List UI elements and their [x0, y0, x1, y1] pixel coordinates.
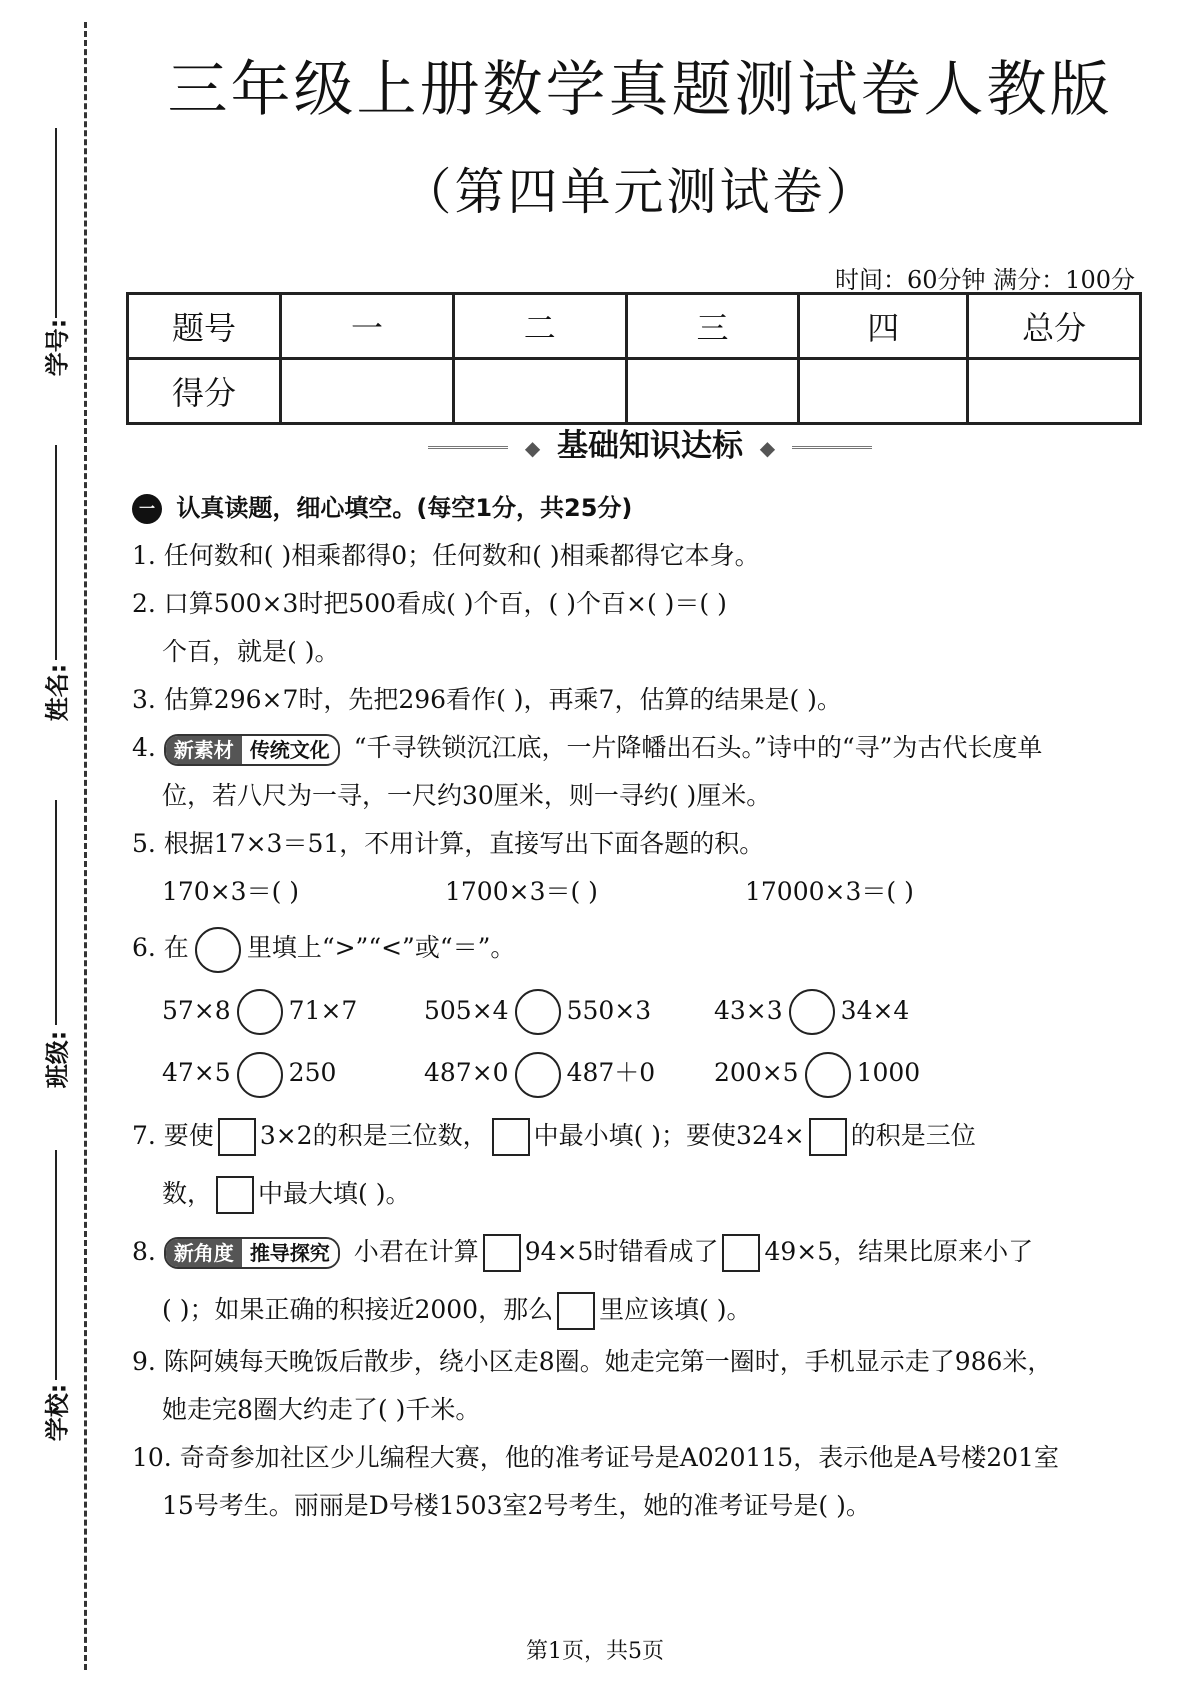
- score-cell[interactable]: [453, 359, 626, 424]
- question-6-row1: [132, 987, 1142, 1036]
- question-6: [132, 924, 1142, 973]
- banner-rule-right: [792, 446, 872, 449]
- banner-ornament-icon: ◆: [759, 435, 776, 460]
- comparison-right: 250: [288, 1058, 337, 1087]
- question-8-line2: [132, 1286, 1142, 1334]
- comparison-right: 487＋0: [566, 1058, 656, 1087]
- q7-text: 3×2的积是三位数，: [259, 1120, 488, 1150]
- score-header-cell: 四: [799, 294, 968, 359]
- score-table-header-row: [128, 294, 1141, 359]
- tag-badge-light: 推导探究: [242, 1239, 338, 1267]
- score-row-label: 得分: [128, 359, 281, 424]
- tag-badge: [164, 734, 340, 766]
- comparison-right: 550×3: [566, 995, 652, 1025]
- q5-item: 1700×3＝( ): [445, 877, 598, 906]
- banner-ornament-icon: ◆: [524, 435, 541, 460]
- comparison-circle: [195, 927, 241, 973]
- q7-text: 中最大填( )。: [258, 1178, 411, 1208]
- digit-box: [722, 1234, 760, 1272]
- comparison-right: 34×4: [840, 995, 910, 1025]
- comparison-left: 57×8: [162, 995, 231, 1025]
- question-8-line1: [132, 1228, 1142, 1276]
- comparison-circle[interactable]: [237, 1052, 283, 1098]
- tag-badge: [164, 1237, 340, 1269]
- q8-text: 49×5，结果比原来小了: [764, 1236, 1034, 1266]
- page-subtitle: （第四单元测试卷）: [401, 163, 879, 221]
- digit-box[interactable]: [557, 1292, 595, 1330]
- comparison-item: [714, 1049, 920, 1098]
- question-6-pre: 6. 在: [132, 933, 189, 962]
- name-label: 姓名:: [43, 663, 72, 722]
- q8-text: ( )；如果正确的积接近2000，那么: [162, 1294, 554, 1324]
- score-header-cell: 题号: [128, 294, 281, 359]
- question-10-line1: 10. 奇奇参加社区少儿编程大赛，他的准考证号是A020115，表示他是A号楼201室: [132, 1442, 1059, 1472]
- q8-text: 里应该填( )。: [599, 1294, 752, 1324]
- comparison-item: [162, 987, 424, 1036]
- comparison-item: [424, 987, 714, 1036]
- class-label: 班级:: [43, 1030, 72, 1089]
- comparison-item: [714, 987, 909, 1036]
- score-header-cell: 一: [281, 294, 454, 359]
- q8-text: 94×5时错看成了: [524, 1236, 719, 1266]
- tag-badge-dark: 新素材: [166, 736, 242, 764]
- question-4-text: “千寻铁锁沉江底，一片降幡出石头。”诗中的“寻”为古代长度单: [353, 733, 1043, 762]
- score-header-cell: 二: [453, 294, 626, 359]
- question-2-line1: 2. 口算500×3时把500看成( )个百，( )个百×( )＝( ): [132, 589, 727, 618]
- name-line: [55, 445, 57, 660]
- time-info: 时间：60分钟 满分：100分: [835, 266, 1135, 294]
- score-header-cell: 总分: [968, 294, 1141, 359]
- digit-box: [216, 1176, 254, 1214]
- question-number: 4.: [132, 733, 156, 762]
- question-1: 1. 任何数和( )相乘都得0；任何数和( )相乘都得它本身。: [132, 541, 760, 570]
- section-banner-text: 基础知识达标: [557, 428, 743, 464]
- question-4-line2: 位，若八尺为一寻，一尺约30厘米，则一寻约( )厘米。: [162, 781, 772, 810]
- question-number: 8.: [132, 1236, 156, 1266]
- question-10-line2: 15号考生。丽丽是D号楼1503室2号考生，她的准考证号是( )。: [162, 1490, 871, 1520]
- comparison-left: 505×4: [424, 995, 509, 1025]
- comparison-circle[interactable]: [515, 1052, 561, 1098]
- banner-rule-left: [428, 446, 508, 449]
- q7-text: 的积是三位: [850, 1120, 976, 1150]
- score-table: [126, 292, 1142, 425]
- q5-item: 17000×3＝( ): [745, 877, 914, 906]
- comparison-circle[interactable]: [237, 989, 283, 1035]
- question-6-row2: [132, 1049, 1142, 1098]
- comparison-left: 43×3: [714, 995, 783, 1025]
- tag-badge-light: 传统文化: [242, 736, 338, 764]
- question-5: 5. 根据17×3＝51，不用计算，直接写出下面各题的积。: [132, 829, 765, 858]
- page-title: 三年级上册数学真题测试卷人教版: [167, 55, 1113, 125]
- score-table-score-row: [128, 359, 1141, 424]
- score-cell[interactable]: [281, 359, 454, 424]
- comparison-right: 1000: [856, 1058, 921, 1087]
- score-header-cell: 三: [626, 294, 799, 359]
- student-id-line: [55, 128, 57, 318]
- digit-box[interactable]: [809, 1118, 847, 1156]
- q7-text: 数，: [162, 1178, 213, 1208]
- student-id-label: 学号:: [43, 318, 72, 377]
- q8-text: 小君在计算: [353, 1236, 479, 1266]
- digit-box[interactable]: [218, 1118, 256, 1156]
- score-cell[interactable]: [626, 359, 799, 424]
- q7-text: 7. 要使: [132, 1120, 214, 1150]
- digit-box: [492, 1118, 530, 1156]
- question-6-post: 里填上“>”“<”或“＝”。: [246, 933, 516, 962]
- question-2-line2: 个百，就是( )。: [162, 637, 340, 666]
- question-9-line1: 9. 陈阿姨每天晚饭后散步，绕小区走8圈。她走完第一圈时，手机显示走了986米，: [132, 1346, 1053, 1376]
- comparison-left: 487×0: [424, 1058, 509, 1087]
- comparison-circle[interactable]: [805, 1052, 851, 1098]
- q7-text: 中最小填( )；要使324×: [533, 1120, 805, 1150]
- question-7-line1: [132, 1112, 1142, 1160]
- question-5-items: [132, 868, 1142, 916]
- comparison-right: 71×7: [288, 995, 358, 1025]
- part-heading-text: 认真读题，细心填空。(每空1分，共25分): [176, 494, 633, 522]
- binding-dashed-line: [84, 22, 87, 1670]
- question-3: 3. 估算296×7时，先把296看作( )，再乘7，估算的结果是( )。: [132, 685, 842, 714]
- section-banner: [400, 420, 900, 465]
- digit-box: [483, 1234, 521, 1272]
- score-cell[interactable]: [968, 359, 1141, 424]
- comparison-circle[interactable]: [515, 989, 561, 1035]
- comparison-left: 200×5: [714, 1058, 799, 1087]
- page-footer: 第1页，共5页: [526, 1639, 664, 1664]
- class-line: [55, 800, 57, 1025]
- part-number-badge: 一: [132, 494, 162, 524]
- score-cell[interactable]: [799, 359, 968, 424]
- school-label: 学校:: [43, 1383, 72, 1442]
- question-content: [132, 484, 1142, 1530]
- comparison-left: 47×5: [162, 1058, 231, 1087]
- part-heading: [132, 484, 1142, 532]
- tag-badge-dark: 新角度: [166, 1239, 242, 1267]
- comparison-item: [162, 1049, 424, 1098]
- comparison-item: [424, 1049, 714, 1098]
- comparison-circle[interactable]: [789, 989, 835, 1035]
- question-7-line2: [132, 1170, 1142, 1218]
- question-4-line1: [132, 724, 1142, 772]
- q5-item: 170×3＝( ): [162, 877, 300, 906]
- question-9-line2: 她走完8圈大约走了( )千米。: [162, 1394, 481, 1424]
- school-line: [55, 1150, 57, 1380]
